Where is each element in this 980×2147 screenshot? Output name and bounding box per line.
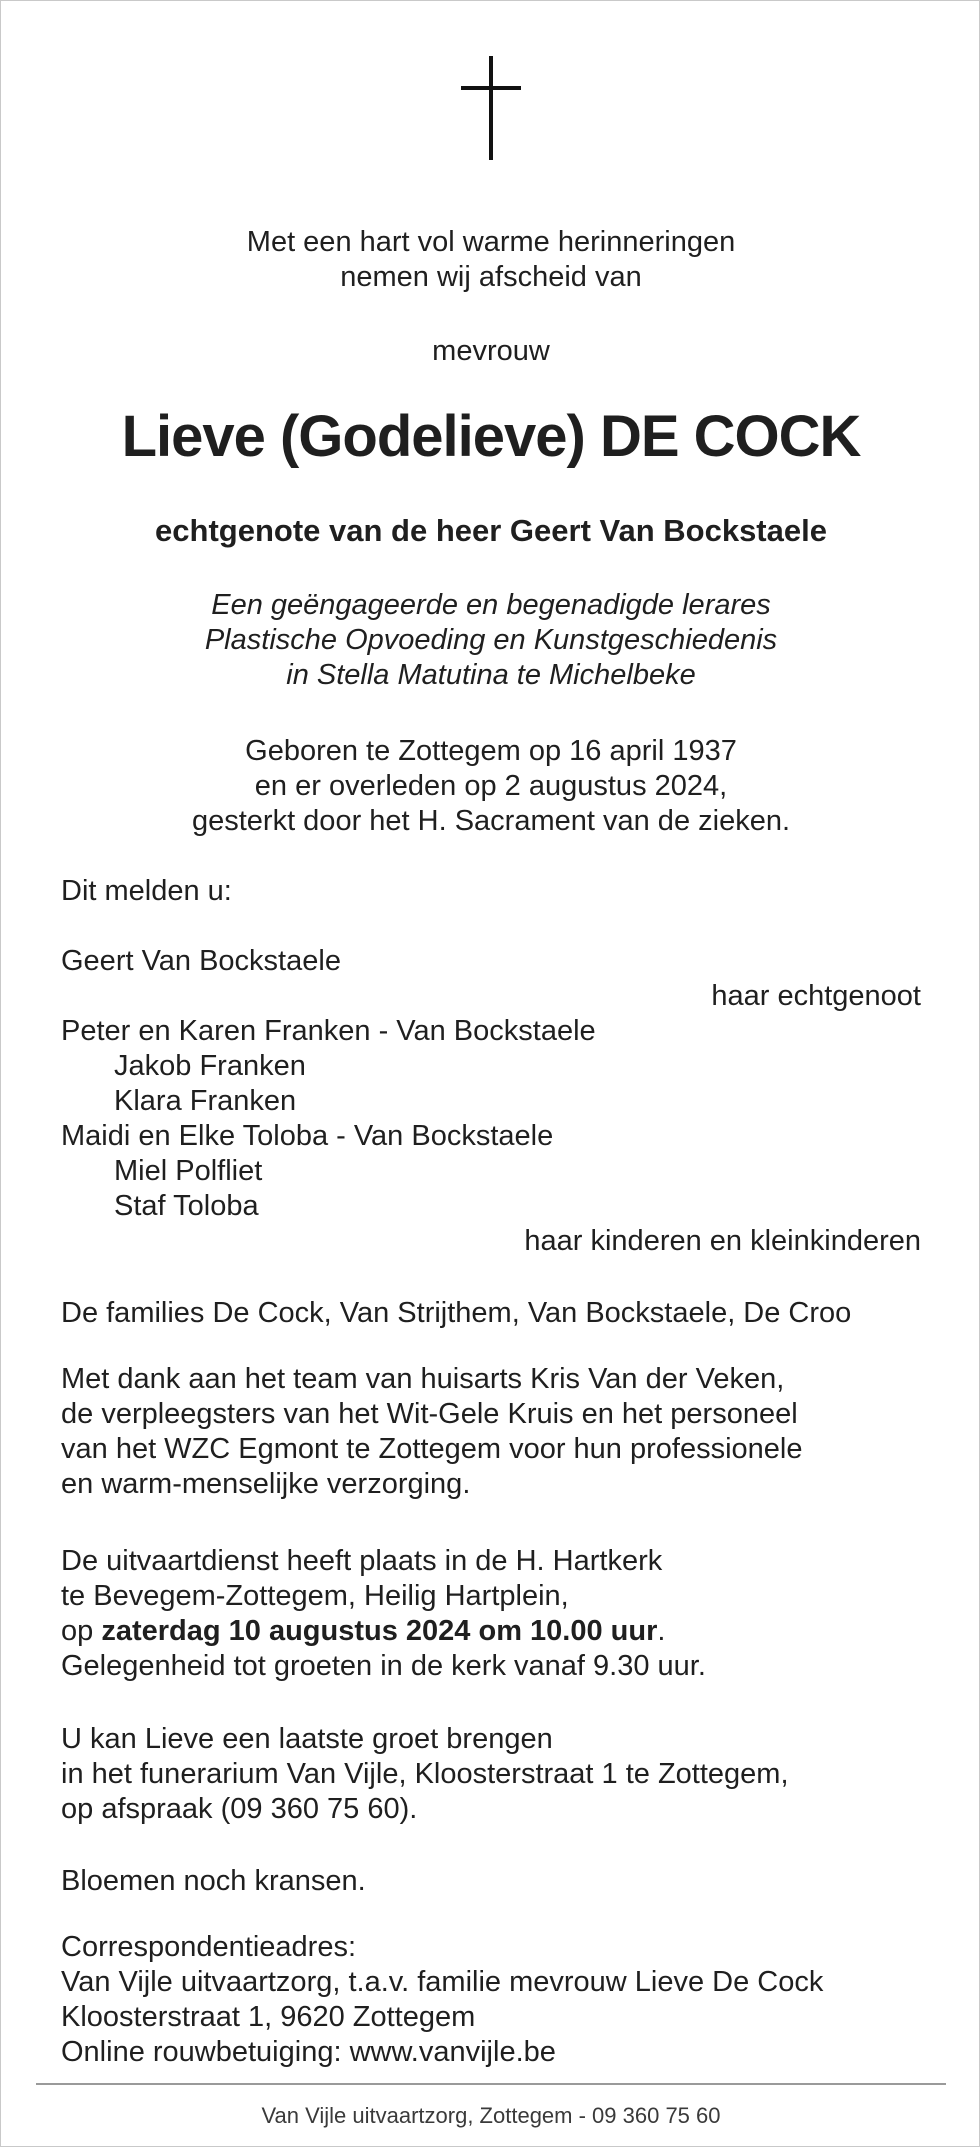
- thanks-line-3: van het WZC Egmont te Zottegem voor hun professionele: [61, 1433, 803, 1465]
- spouse-name: Geert Van Bockstaele: [61, 945, 341, 977]
- flowers-line: Bloemen noch kransen.: [61, 1865, 366, 1897]
- correspondence-line-1: Van Vijle uitvaartzorg, t.a.v. familie mevrouw Lieve De Cock: [61, 1966, 824, 1998]
- visit-line-3: op afspraak (09 360 75 60).: [61, 1793, 418, 1825]
- funeral-line-4: Gelegenheid tot groeten in de kerk vanaf 9.30 uur.: [61, 1650, 706, 1682]
- thanks-line-1: Met dank aan het team van huisarts Kris Van der Veken,: [61, 1363, 785, 1395]
- intro-line-2: nemen wij afscheid van: [340, 261, 642, 293]
- funeral-date-line: [61, 1614, 665, 1649]
- funeral-line-1: De uitvaartdienst heeft plaats in de H. Hartkerk: [61, 1545, 663, 1577]
- visit-line-1: U kan Lieve een laatste groet brengen: [61, 1723, 553, 1755]
- cross-icon: [461, 56, 521, 160]
- grandchild: Jakob Franken: [114, 1050, 306, 1082]
- footer-divider: [36, 2083, 946, 2085]
- funeral-line-2: te Bevegem-Zottegem, Heilig Hartplein,: [61, 1580, 569, 1612]
- children-role: haar kinderen en kleinkinderen: [524, 1225, 921, 1257]
- thanks-line-2: de verpleegsters van het Wit-Gele Kruis en het personeel: [61, 1398, 798, 1430]
- life-line-3: gesterkt door het H. Sacrament van de zieken.: [191, 805, 791, 837]
- tribute-line-2: Plastische Opvoeding en Kunstgeschiedenis: [204, 624, 778, 656]
- correspondence-label: Correspondentieadres:: [61, 1931, 357, 1963]
- announcement-intro: Dit melden u:: [61, 875, 232, 907]
- life-line-2: en er overleden op 2 augustus 2024,: [254, 770, 728, 802]
- deceased-name: Lieve (Godelieve) DE COCK: [121, 404, 861, 469]
- honorific: mevrouw: [432, 335, 550, 367]
- grandchild: Klara Franken: [114, 1085, 297, 1117]
- footer-text: Van Vijle uitvaartzorg, Zottegem - 09 360 75 60: [261, 2103, 721, 2128]
- life-line-1: Geboren te Zottegem op 16 april 1937: [245, 735, 737, 767]
- spouse-role: haar echtgenoot: [711, 980, 921, 1012]
- funeral-date-suffix: .: [657, 1615, 666, 1647]
- tribute-line-3: in Stella Matutina te Michelbeke: [286, 659, 696, 691]
- family-1: Peter en Karen Franken - Van Bockstaele: [61, 1015, 596, 1047]
- correspondence-website: Online rouwbetuiging: www.vanvijle.be: [61, 2036, 556, 2068]
- grandchild: Miel Polfliet: [114, 1155, 263, 1187]
- funeral-date-prefix: op: [61, 1615, 102, 1647]
- tribute-line-1: Een geëngageerde en begenadigde lerares: [211, 589, 771, 621]
- thanks-line-4: en warm-menselijke verzorging.: [61, 1468, 471, 1500]
- correspondence-line-2: Kloosterstraat 1, 9620 Zottegem: [61, 2001, 476, 2033]
- funeral-date: zaterdag 10 augustus 2024 om 10.00 uur: [101, 1615, 658, 1647]
- intro-line-1: Met een hart vol warme herinneringen: [246, 226, 736, 258]
- family-2: Maidi en Elke Toloba - Van Bockstaele: [61, 1120, 554, 1152]
- grandchild: Staf Toloba: [114, 1190, 259, 1222]
- families-line: De families De Cock, Van Strijthem, Van Bockstaele, De Croo: [61, 1297, 852, 1329]
- spouse-line: echtgenote van de heer Geert Van Bockstaele: [155, 513, 827, 548]
- visit-line-2: in het funerarium Van Vijle, Kloosterstraat 1 te Zottegem,: [61, 1758, 789, 1790]
